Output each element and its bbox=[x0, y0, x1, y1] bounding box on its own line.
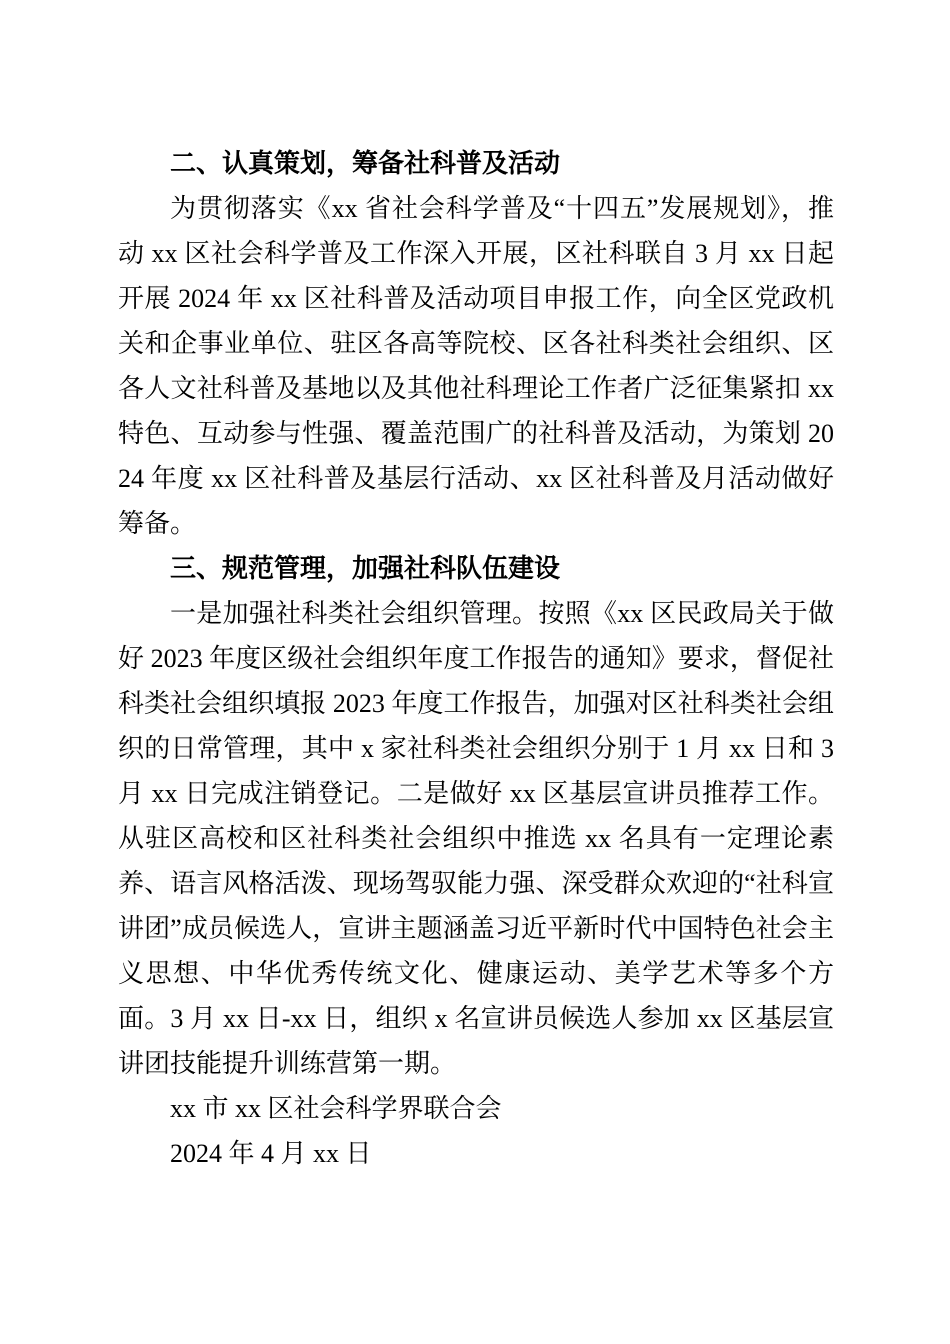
section-heading-3: 三、规范管理，加强社科队伍建设 bbox=[170, 553, 561, 583]
document-content bbox=[118, 141, 834, 1176]
section-paragraph-3: 一是加强社科类社会组织管理。按照《xx 区民政局关于做好 2023 年度区级社会组织年度工作报告的通知》要求，督促社科类社会组织填报 2023 年度工作报告，加强对区社科类社会组织的日常管理，其中 x 家社科类社会组织分别于 1 月 xx 日和 3 月 xx 日完成注销登记。二是做好 xx 区基层宣讲员推荐工作。从驻区高校和区社科类社会组织中推选 xx 名具有一定理论素养、语言风格活泼、现场驾驭能力强、深受群众欢迎的“社科宣讲团”成员候选人，宣讲主题涵盖习近平新时代中国特色社会主义思想、中华优秀传统文化、健康运动、美学艺术等多个方面。3 月 xx 日-xx 日，组织 x 名宣讲员候选人参加 xx 区基层宣讲团技能提升训练营第一期。 bbox=[118, 599, 834, 1078]
signature-line: xx 市 xx 区社会科学界联合会 bbox=[170, 1094, 502, 1123]
section-paragraph-2: 为贯彻落实《xx 省社会科学普及“十四五”发展规划》，推动 xx 区社会科学普及工作深入开展，区社科联自 3 月 xx 日起开展 2024 年 xx 区社科普及活动项目申报工作，向全区党政机关和企事业单位、驻区各高等院校、区各社科类社会组织、区各人文社科普及基地以及其他社科理论工作者广泛征集紧扣 xx 特色、互动参与性强、覆盖范围广的社科普及活动，为策划 2024 年度 xx 区社科普及基层行活动、xx 区社科普及月活动做好筹备。 bbox=[118, 194, 834, 538]
section-heading-2: 二、认真策划，筹备社科普及活动 bbox=[170, 148, 561, 178]
date-line: 2024 年 4 月 xx 日 bbox=[170, 1139, 372, 1168]
